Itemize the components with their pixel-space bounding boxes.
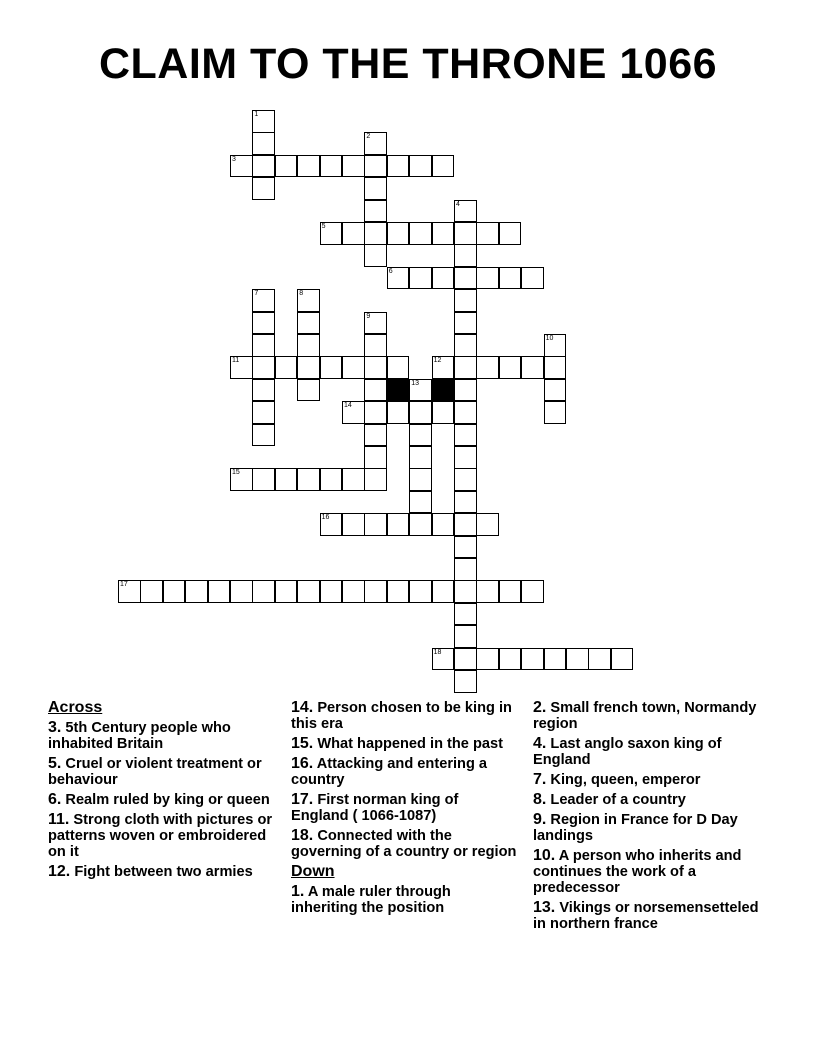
grid-cell[interactable] (297, 155, 320, 178)
clue-text: King, queen, emperor (550, 772, 701, 788)
grid-cell[interactable] (409, 446, 432, 469)
clue-number: 11. (48, 811, 70, 828)
clue-column-3 (533, 700, 773, 936)
grid-cell[interactable] (454, 648, 477, 671)
grid-cell[interactable] (432, 648, 455, 671)
clue-number: 4. (533, 735, 547, 752)
grid-cell[interactable] (364, 446, 387, 469)
grid-cell[interactable] (454, 513, 477, 536)
grid-cell[interactable] (409, 267, 432, 290)
clue-across-3 (48, 720, 276, 752)
grid-cell[interactable] (432, 580, 455, 603)
grid-cell[interactable] (432, 513, 455, 536)
grid-cell[interactable] (499, 222, 522, 245)
grid-cell[interactable] (364, 468, 387, 491)
grid-cell[interactable] (454, 379, 477, 402)
clue-text: Fight between two armies (74, 864, 253, 880)
clue-column-2 (291, 700, 519, 920)
grid-cell[interactable] (566, 648, 589, 671)
grid-cell[interactable] (409, 513, 432, 536)
clue-down-9 (533, 812, 773, 844)
grid-cell[interactable] (387, 580, 410, 603)
grid-cell[interactable] (454, 401, 477, 424)
clue-number: 9. (533, 811, 547, 828)
grid-cell[interactable] (252, 468, 275, 491)
clue-number: 8. (533, 791, 547, 808)
grid-cell[interactable] (521, 267, 544, 290)
grid-cell[interactable] (432, 222, 455, 245)
clue-across-11 (48, 812, 276, 860)
grid-cell[interactable] (454, 334, 477, 357)
grid-cell[interactable] (118, 580, 141, 603)
grid-cell[interactable] (454, 491, 477, 514)
grid-cell[interactable] (544, 334, 567, 357)
cell-number: 9 (366, 312, 371, 320)
clue-down-2 (533, 700, 773, 732)
clue-text: A male ruler through inheriting the position (291, 884, 451, 916)
grid-cell[interactable] (521, 356, 544, 379)
clue-text: Strong cloth with pictures or patterns woven or embroidered on it (48, 812, 273, 860)
grid-cell[interactable] (297, 580, 320, 603)
grid-cell[interactable] (432, 155, 455, 178)
grid-cell[interactable] (364, 334, 387, 357)
clue-number: 7. (533, 771, 547, 788)
grid-cell[interactable] (476, 648, 499, 671)
clue-number: 14. (291, 699, 314, 716)
grid-cell[interactable] (454, 222, 477, 245)
clue-across-17 (291, 792, 519, 824)
black-square (387, 379, 410, 402)
page-title: CLAIM TO THE THRONE 1066 (98, 40, 718, 88)
cell-number: 7 (254, 290, 259, 298)
clue-text: Realm ruled by king or queen (65, 792, 270, 808)
grid-cell[interactable] (454, 356, 477, 379)
grid-cell[interactable] (364, 155, 387, 178)
grid-cell[interactable] (499, 648, 522, 671)
clue-down-13 (533, 900, 773, 932)
clue-text: What happened in the past (317, 736, 503, 752)
clue-number: 2. (533, 699, 547, 716)
grid-cell[interactable] (387, 155, 410, 178)
grid-cell[interactable] (185, 580, 208, 603)
grid-cell[interactable] (342, 468, 365, 491)
grid-cell[interactable] (409, 401, 432, 424)
grid-cell[interactable] (320, 155, 343, 178)
clue-number: 10. (533, 847, 556, 864)
cell-number: 10 (545, 335, 554, 342)
grid-cell[interactable] (252, 155, 275, 178)
clue-list (48, 700, 788, 960)
grid-cell[interactable] (364, 356, 387, 379)
grid-cell[interactable] (364, 513, 387, 536)
grid-cell[interactable] (364, 244, 387, 267)
grid-cell[interactable] (320, 222, 343, 245)
grid-cell[interactable] (297, 289, 320, 312)
grid-cell[interactable] (364, 580, 387, 603)
grid-cell[interactable] (454, 424, 477, 447)
grid-cell[interactable] (252, 356, 275, 379)
grid-cell[interactable] (320, 580, 343, 603)
grid-cell[interactable] (140, 580, 163, 603)
grid-cell[interactable] (432, 356, 455, 379)
grid-cell[interactable] (252, 401, 275, 424)
clue-column-1 (48, 700, 276, 884)
grid-cell[interactable] (342, 401, 365, 424)
clue-number: 18. (291, 827, 314, 844)
grid-cell[interactable] (364, 379, 387, 402)
clue-number: 12. (48, 863, 71, 880)
clue-number: 16. (291, 755, 314, 772)
black-square (432, 379, 455, 402)
grid-cell[interactable] (454, 580, 477, 603)
grid-cell[interactable] (409, 491, 432, 514)
grid-cell[interactable] (454, 446, 477, 469)
grid-cell[interactable] (163, 580, 186, 603)
grid-cell[interactable] (252, 110, 275, 133)
grid-cell[interactable] (342, 356, 365, 379)
clue-number: 1. (291, 883, 305, 900)
cell-number: 13 (411, 379, 419, 387)
grid-cell[interactable] (454, 536, 477, 559)
grid-cell[interactable] (275, 356, 298, 379)
clue-text: First norman king of England ( 1066-1087) (291, 792, 459, 824)
clue-down-7 (533, 772, 773, 788)
cell-number: 15 (232, 469, 240, 477)
grid-cell[interactable] (476, 356, 499, 379)
grid-cell[interactable] (476, 267, 499, 290)
grid-cell[interactable] (297, 312, 320, 335)
clue-across-5 (48, 756, 276, 788)
grid-cell[interactable] (454, 267, 477, 290)
grid-cell[interactable] (364, 200, 387, 223)
grid-cell[interactable] (252, 580, 275, 603)
grid-cell[interactable] (409, 424, 432, 447)
grid-cell[interactable] (252, 379, 275, 402)
grid-cell[interactable] (521, 648, 544, 671)
clue-text: Connected with the governing of a country or region (291, 828, 517, 860)
clue-text: Small french town, Normandy region (533, 700, 757, 732)
clue-number: 15. (291, 735, 314, 752)
grid-cell[interactable] (320, 513, 343, 536)
clue-down-10 (533, 848, 773, 896)
grid-cell[interactable] (476, 580, 499, 603)
down-heading: Down (291, 863, 335, 880)
grid-cell[interactable] (409, 379, 432, 402)
cell-number: 8 (299, 290, 304, 298)
grid-cell[interactable] (387, 356, 410, 379)
grid-cell[interactable] (454, 244, 477, 267)
clue-across-18 (291, 828, 519, 860)
cell-number: 18 (433, 648, 442, 656)
grid-cell[interactable] (499, 580, 522, 603)
grid-cell[interactable] (387, 513, 410, 536)
clue-number: 5. (48, 755, 62, 772)
cell-number: 5 (321, 223, 326, 230)
clue-across-16 (291, 756, 519, 788)
clue-text: Cruel or violent treatment or behaviour (48, 756, 262, 788)
grid-cell[interactable] (297, 468, 320, 491)
clue-text: Last anglo saxon king of England (533, 736, 722, 768)
clue-text: Vikings or norsemensetteled in northern france (533, 900, 759, 932)
grid-cell[interactable] (230, 155, 253, 178)
clue-down-8 (533, 792, 773, 808)
grid-cell[interactable] (409, 468, 432, 491)
grid-cell[interactable] (387, 267, 410, 290)
grid-cell[interactable] (454, 558, 477, 581)
grid-cell[interactable] (364, 132, 387, 155)
grid-cell[interactable] (252, 424, 275, 447)
grid-cell[interactable] (544, 401, 567, 424)
grid-cell[interactable] (476, 222, 499, 245)
clue-across-14 (291, 700, 519, 732)
grid-cell[interactable] (275, 468, 298, 491)
grid-cell[interactable] (544, 648, 567, 671)
cell-number: 17 (120, 581, 128, 589)
cell-number: 14 (344, 402, 352, 410)
grid-cell[interactable] (409, 580, 432, 603)
clue-down-1 (291, 884, 519, 916)
clue-text: Person chosen to be king in this era (291, 700, 512, 732)
grid-cell[interactable] (454, 603, 477, 626)
clue-text: Attacking and entering a country (291, 756, 488, 788)
clue-down-4 (533, 736, 773, 768)
grid-cell[interactable] (252, 177, 275, 200)
grid-cell[interactable] (409, 155, 432, 178)
clue-number: 3. (48, 719, 62, 736)
grid-cell[interactable] (544, 379, 567, 402)
cell-number: 1 (254, 111, 259, 118)
grid-cell[interactable] (320, 356, 343, 379)
grid-cell[interactable] (476, 513, 499, 536)
grid-cell[interactable] (364, 424, 387, 447)
grid-cell[interactable] (252, 334, 275, 357)
grid-cell[interactable] (432, 401, 455, 424)
clue-text: Region in France for D Day landings (533, 812, 738, 844)
clue-across-12 (48, 864, 276, 880)
grid-cell[interactable] (252, 312, 275, 335)
grid-cell[interactable] (454, 312, 477, 335)
grid-cell[interactable] (230, 356, 253, 379)
grid-cell[interactable] (454, 468, 477, 491)
clue-text: Leader of a country (550, 792, 686, 808)
grid-cell[interactable] (364, 222, 387, 245)
cell-number: 2 (366, 133, 371, 141)
cell-number: 3 (232, 155, 236, 163)
grid-cell[interactable] (275, 155, 298, 178)
grid-cell[interactable] (342, 155, 365, 178)
grid-cell[interactable] (252, 289, 275, 312)
across-heading: Across (48, 699, 103, 716)
grid-cell[interactable] (432, 267, 455, 290)
grid-cell[interactable] (297, 334, 320, 357)
grid-cell[interactable] (454, 289, 477, 312)
grid-cell[interactable] (342, 222, 365, 245)
grid-cell[interactable] (611, 648, 634, 671)
grid-cell[interactable] (364, 312, 387, 335)
grid-cell[interactable] (454, 670, 477, 693)
cell-number: 4 (456, 200, 460, 208)
grid-cell[interactable] (342, 580, 365, 603)
grid-cell[interactable] (275, 580, 298, 603)
grid-cell[interactable] (521, 580, 544, 603)
clue-text: A person who inherits and continues the work of a predecessor (533, 848, 742, 896)
grid-cell[interactable] (208, 580, 231, 603)
grid-cell[interactable] (499, 356, 522, 379)
clue-across-15 (291, 736, 519, 752)
grid-cell[interactable] (342, 513, 365, 536)
cell-number: 12 (433, 357, 442, 365)
grid-cell[interactable] (387, 401, 410, 424)
grid-cell[interactable] (252, 132, 275, 155)
clue-number: 13. (533, 899, 556, 916)
grid-cell[interactable] (364, 401, 387, 424)
grid-cell[interactable] (230, 580, 253, 603)
cell-number: 16 (321, 514, 330, 522)
grid-cell[interactable] (297, 379, 320, 402)
cell-number: 11 (232, 357, 240, 365)
cell-number: 6 (388, 267, 393, 275)
clue-number: 17. (291, 791, 314, 808)
grid-cell[interactable] (588, 648, 611, 671)
grid-cell[interactable] (409, 222, 432, 245)
clue-text: 5th Century people who inhabited Britain (48, 720, 231, 752)
clue-number: 6. (48, 791, 62, 808)
grid-cell[interactable] (499, 267, 522, 290)
grid-cell[interactable] (544, 356, 567, 379)
grid-cell[interactable] (454, 200, 477, 223)
clue-across-6 (48, 792, 276, 808)
grid-cell[interactable] (297, 356, 320, 379)
grid-cell[interactable] (387, 222, 410, 245)
grid-cell[interactable] (230, 468, 253, 491)
grid-cell[interactable] (364, 177, 387, 200)
grid-cell[interactable] (320, 468, 343, 491)
grid-cell[interactable] (454, 625, 477, 648)
